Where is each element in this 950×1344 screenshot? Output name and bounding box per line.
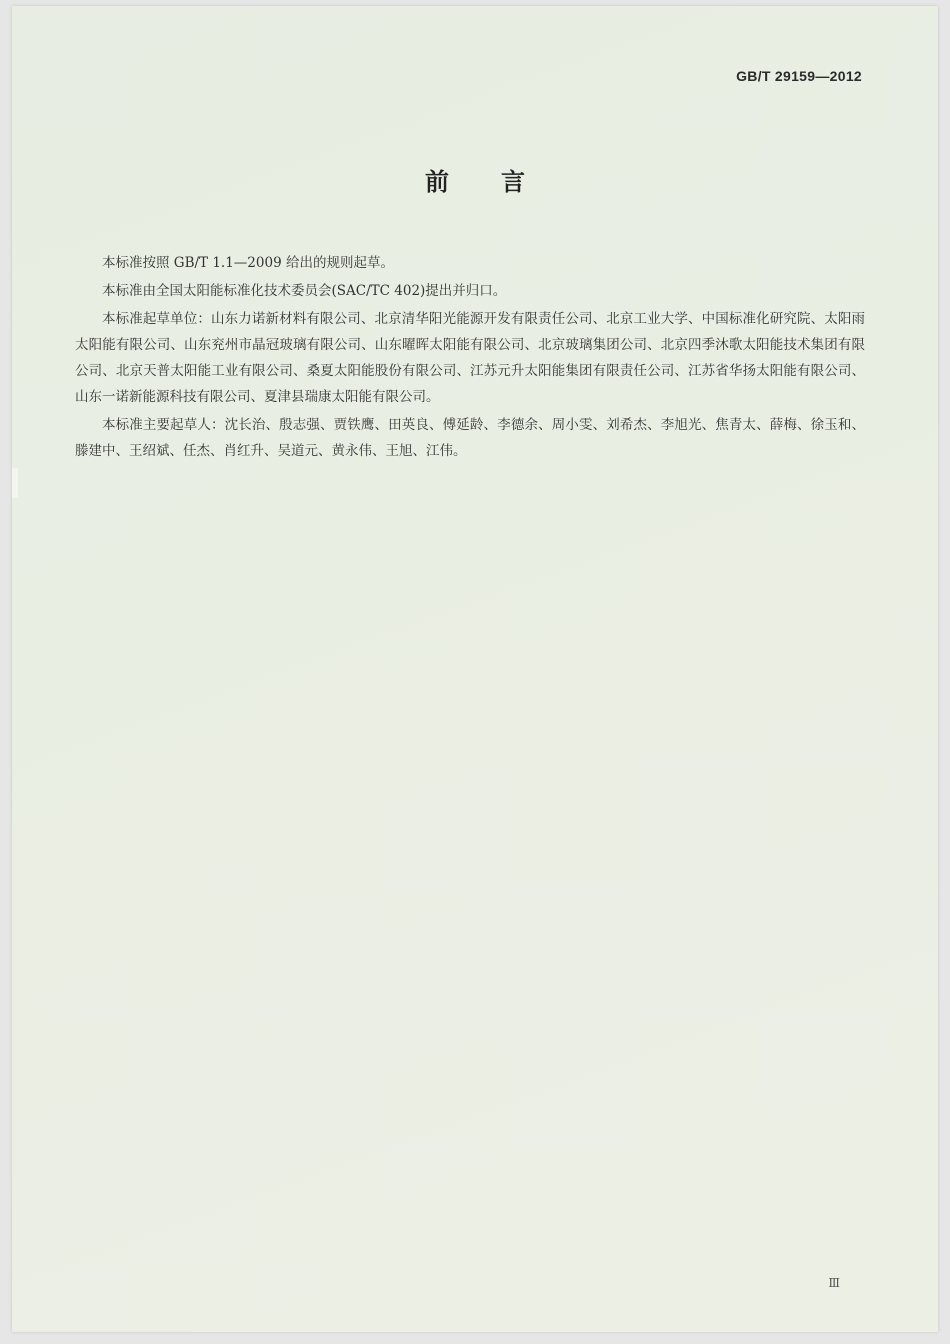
foreword-body <box>75 250 865 466</box>
paragraph-drafting-units: 本标准起草单位：山东力诺新材料有限公司、北京清华阳光能源开发有限责任公司、北京工业大学、中国标准化研究院、太阳雨太阳能有限公司、山东兖州市晶冠玻璃有限公司、山东曜晖太阳能有限公司、北京玻璃集团公司、北京四季沐歌太阳能技术集团有限公司、北京天普太阳能工业有限公司、桑夏太阳能股份有限公司、江苏元升太阳能集团有限责任公司、江苏省华扬太阳能有限公司、山东一诺新能源科技有限公司、夏津县瑞康太阳能有限公司。 <box>75 311 865 405</box>
paragraph-drafting-rules: 本标准按照 GB/T 1.1—2009 给出的规则起草。 <box>102 255 394 271</box>
document-code: GB/T 29159—2012 <box>736 68 862 84</box>
document-page <box>12 6 938 1332</box>
page-title: 前言 <box>425 168 577 196</box>
paragraph-committee: 本标准由全国太阳能标准化技术委员会(SAC/TC 402)提出并归口。 <box>102 283 507 299</box>
paragraph-drafters: 本标准主要起草人：沈长治、殷志强、贾铁鹰、田英良、傅延龄、李德余、周小雯、刘希杰、李旭光、焦青太、薛梅、徐玉和、滕建中、王绍斌、任杰、肖红升、吴道元、黄永伟、王旭、江伟。 <box>75 417 865 459</box>
page-number: Ⅲ <box>828 1276 840 1290</box>
page-edge-mark <box>12 468 18 498</box>
